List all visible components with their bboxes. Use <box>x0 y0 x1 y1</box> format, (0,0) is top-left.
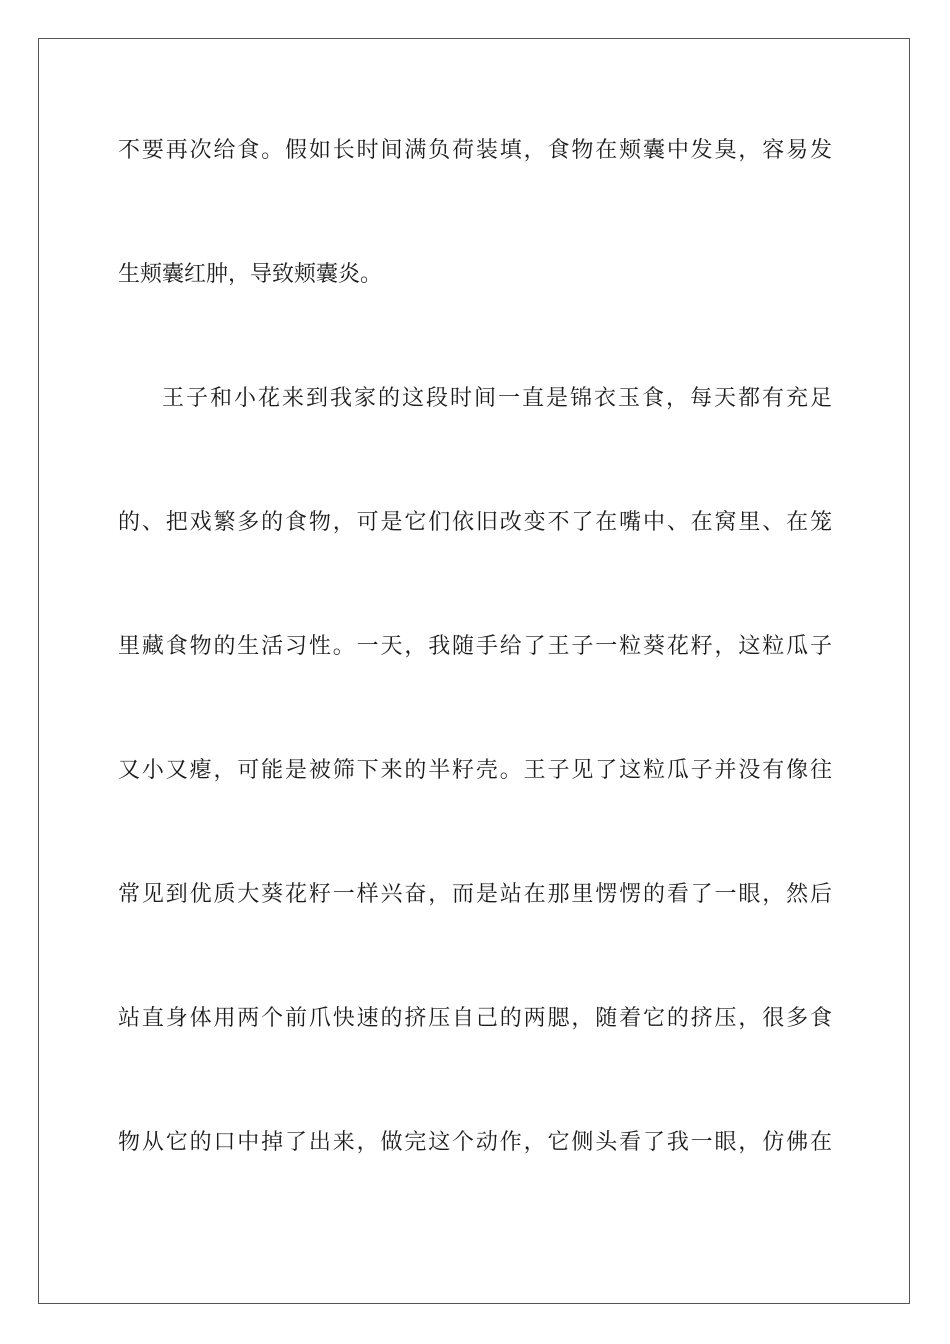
text-line-7: 常见到优质大葵花籽一样兴奋，而是站在那里愣愣的看了一眼，然后 <box>118 882 832 907</box>
page-border <box>38 38 910 1304</box>
text-line-9: 物从它的口中掉了出来，做完这个动作，它侧头看了我一眼，仿佛在 <box>118 1130 832 1155</box>
text-line-4: 的、把戏繁多的食物，可是它们依旧改变不了在嘴中、在窝里、在笼 <box>118 510 832 535</box>
text-line-1: 不要再次给食。假如长时间满负荷装填，食物在颊囊中发臭，容易发 <box>118 138 832 163</box>
text-line-6: 又小又瘪，可能是被筛下来的半籽壳。王子见了这粒瓜子并没有像往 <box>118 758 832 783</box>
text-line-5: 里藏食物的生活习性。一天，我随手给了王子一粒葵花籽，这粒瓜子 <box>118 634 832 659</box>
text-line-2: 生颊囊红肿，导致颊囊炎。 <box>118 262 383 287</box>
text-line-3: 王子和小花来到我家的这段时间一直是锦衣玉食，每天都有充足 <box>162 386 832 411</box>
text-line-8: 站直身体用两个前爪快速的挤压自己的两腮，随着它的挤压，很多食 <box>118 1006 832 1031</box>
